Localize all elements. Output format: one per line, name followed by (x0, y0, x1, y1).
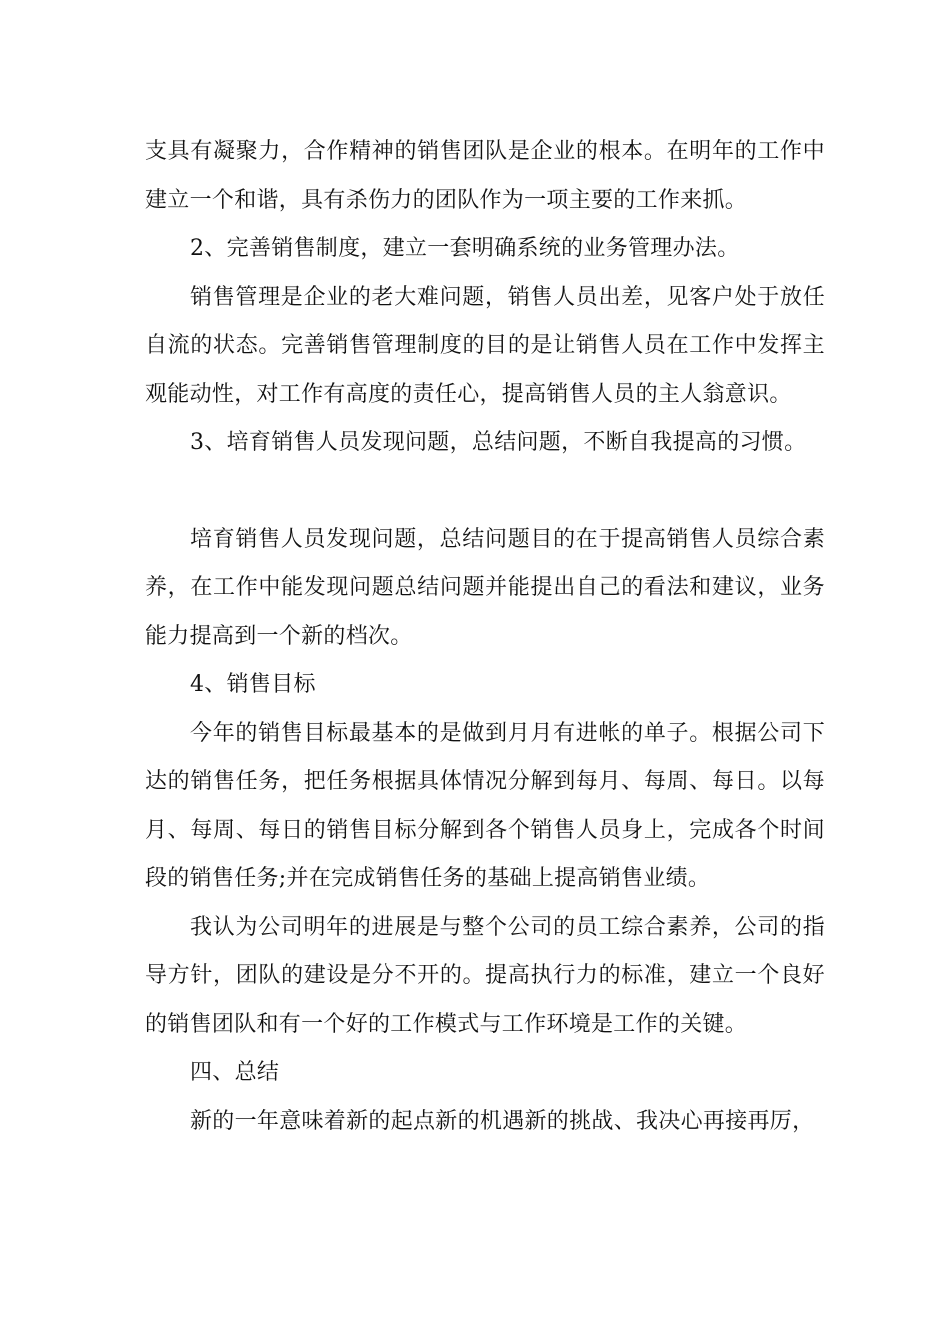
paragraph-spacer (145, 468, 825, 516)
paragraph-problem-habits: 培育销售人员发现问题，总结问题目的在于提高销售人员综合素养，在工作中能发现问题总结问题并能提出自己的看法和建议，业务能力提高到一个新的档次。 (145, 526, 825, 649)
heading-summary: 四、总结 (190, 1060, 280, 1085)
paragraph-company-development: 我认为公司明年的进展是与整个公司的员工综合素养，公司的指导方针，团队的建设是分不开的。提高执行力的标准，建立一个良好的销售团队和有一个好的工作模式与工作环境是工作的关键。 (145, 914, 825, 1037)
paragraph-sales-target: 今年的销售目标最基本的是做到月月有进帐的单子。根据公司下达的销售任务，把任务根据具体情况分解到每月、每周、每日。以每月、每周、每日的销售目标分解到各个销售人员身上，完成各个时间段的销售任务;并在完成销售任务的基础上提高销售业绩。 (145, 720, 825, 891)
paragraph-sales-management: 销售管理是企业的老大难问题，销售人员出差，见客户处于放任自流的状态。完善销售管理制度的目的是让销售人员在工作中发挥主观能动性，对工作有高度的责任心，提高销售人员的主人翁意识。 (145, 284, 825, 407)
paragraph-team-cohesion: 支具有凝聚力，合作精神的销售团队是企业的根本。在明年的工作中建立一个和谐，具有杀伤力的团队作为一项主要的工作来抓。 (145, 139, 825, 213)
heading-problem-habits: 3、培育销售人员发现问题，总结问题，不断自我提高的习惯。 (190, 430, 807, 455)
paragraph-summary: 新的一年意味着新的起点新的机遇新的挑战、我决心再接再厉， (190, 1108, 815, 1134)
heading-sales-system: 2、完善销售制度，建立一套明确系统的业务管理办法。 (190, 236, 740, 261)
document-body (145, 128, 825, 1146)
heading-sales-target: 4、销售目标 (190, 672, 316, 697)
